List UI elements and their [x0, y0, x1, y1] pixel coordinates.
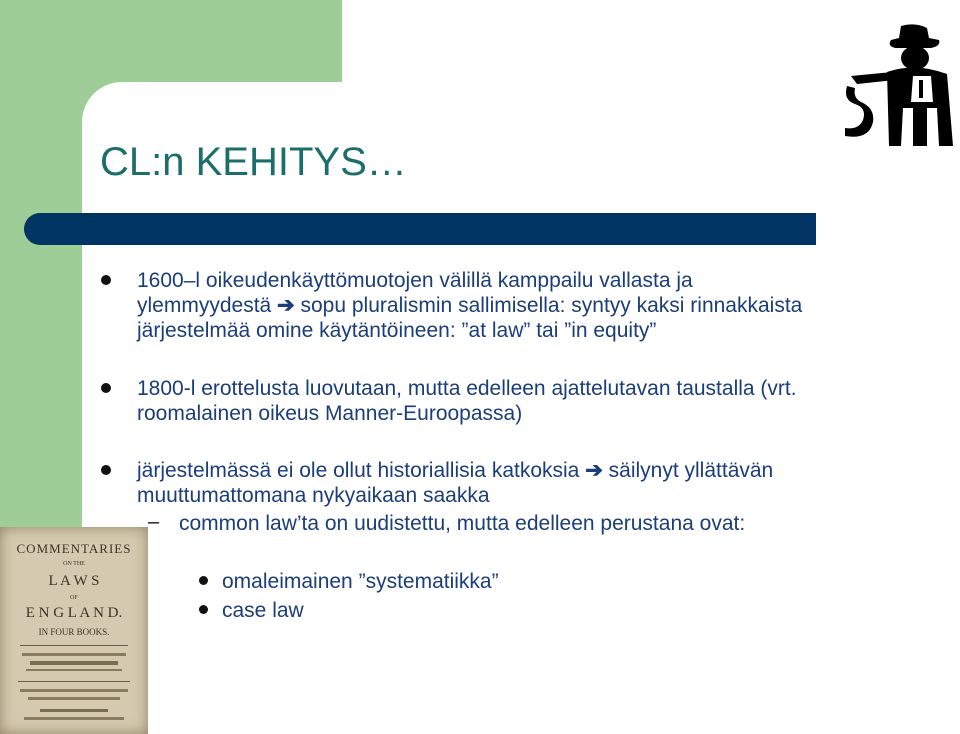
- sub-sub-item-1: omaleimainen ”systematiikka”: [222, 570, 499, 593]
- book-line: IN FOUR BOOKS.: [38, 627, 110, 637]
- bullet-2-line-1: 1800-l erottelusta luovutaan, mutta edelleen ajattelutavan taustalla (vrt.: [137, 377, 797, 400]
- bullet-dot: [101, 275, 111, 285]
- sub-item: common law’ta on uudistettu, mutta edelleen perustana ovat:: [179, 512, 746, 535]
- bullet-3-line-1-end: säilynyt yllättävän: [608, 459, 774, 482]
- dash-marker: –: [148, 511, 160, 533]
- bullet-1-line-3: järjestelmää omine käytäntöineen: ”at law” tai ”in equity”: [137, 319, 657, 342]
- bullet-dot: [199, 576, 208, 585]
- bullet-2-line-2: roomalainen oikeus Manner-Euroopassa): [137, 402, 523, 425]
- book-line: L A W S: [48, 573, 100, 589]
- book-line: ON THE: [63, 561, 85, 567]
- book-line: OF: [70, 595, 78, 601]
- bullet-1-line-2: [137, 293, 802, 318]
- bullet-1-line-1: 1600–l oikeudenkäyttömuotojen välillä kamppailu vallasta ja: [137, 269, 693, 292]
- book-cover-image: [0, 527, 148, 734]
- bullet-1-line-2-end: sopu pluralismin sallimisella: syntyy kaksi rinnakkaista: [300, 294, 803, 317]
- book-line: E N G L A N D.: [25, 605, 123, 621]
- slide-title: CL:n KEHITYS…: [100, 140, 407, 184]
- arrow-icon: ➔: [277, 294, 295, 317]
- sub-sub-item-2: case law: [222, 599, 304, 622]
- bullet-3-line-1: [137, 458, 773, 483]
- bullet-3-line-2: muuttumattomana nykyaikaan saakka: [137, 484, 490, 507]
- bullet-3-line-1-start: järjestelmässä ei ole ollut historiallisia katkoksia: [137, 459, 580, 482]
- arrow-icon: ➔: [585, 459, 603, 482]
- book-title-line: COMMENTARIES: [16, 541, 132, 556]
- bullet-dot: [101, 465, 111, 475]
- bullet-dot: [199, 605, 208, 614]
- bullet-dot: [101, 383, 111, 393]
- bullet-1-line-2-start: ylemmyydestä: [137, 294, 272, 317]
